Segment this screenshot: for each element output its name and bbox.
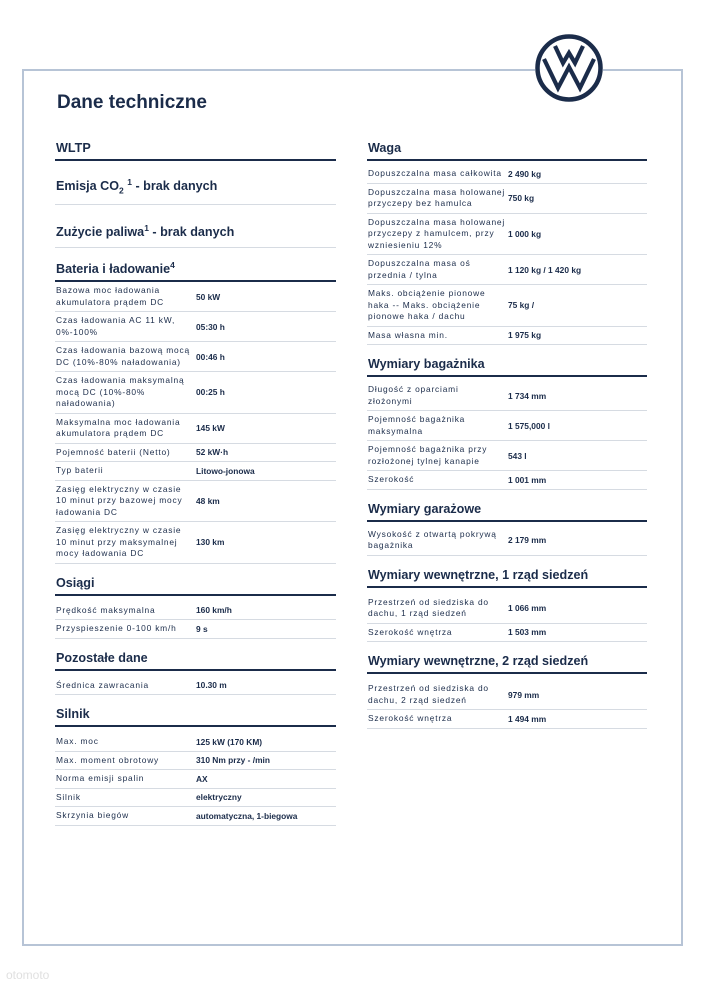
spec-value: 1 503 mm [508, 627, 547, 638]
spec-row [55, 789, 336, 808]
spec-row [367, 165, 647, 184]
spec-row [367, 285, 647, 327]
spec-label: Norma emisji spalin [56, 773, 145, 784]
spec-row [55, 372, 336, 414]
vw-logo-icon [535, 34, 603, 102]
spec-label: Max. moment obrotowy [56, 754, 160, 765]
engine-rows [55, 733, 336, 826]
section-title-interior-1: Wymiary wewnętrzne, 1 rząd siedzeń [367, 565, 647, 588]
spec-row [55, 602, 336, 621]
spec-value: 1 001 mm [508, 474, 547, 485]
spec-label: Czas ładowania AC 11 kW, 0%-100% [56, 315, 176, 337]
spec-value: AX [196, 773, 208, 784]
spec-value: 979 mm [508, 689, 540, 700]
section-title-interior-2: Wymiary wewnętrzne, 2 rząd siedzeń [367, 651, 647, 674]
section-title-engine: Silnik [55, 704, 336, 727]
spec-value: 00:25 h [196, 387, 225, 398]
spec-row [367, 411, 647, 441]
spec-label: Pojemność bagażnika przy rozłożonej tylnej kanapie [368, 444, 488, 466]
co2-value: - brak danych [131, 179, 218, 194]
spec-row [55, 444, 336, 463]
spec-value: 2 490 kg [508, 168, 542, 179]
spec-value: 1 975 kg [508, 330, 542, 341]
spec-value: 125 kW (170 KM) [196, 736, 263, 747]
spec-label: Długość z oparciami złożonymi [368, 384, 459, 406]
co2-line [55, 171, 336, 205]
spec-value: 160 km/h [196, 605, 232, 616]
spec-label: Zasięg elektryczny w czasie 10 minut przy bazowej mocy ładowania DC [56, 483, 183, 517]
interior-1-rows [367, 594, 647, 643]
spec-row [367, 327, 647, 346]
spec-value: 543 l [508, 450, 527, 461]
battery-title-footnote: 4 [170, 259, 175, 270]
spec-value: 52 kW·h [196, 447, 229, 458]
spec-label: Pojemność baterii (Netto) [56, 446, 171, 457]
spec-value: 130 km [196, 537, 225, 548]
section-title-trunk: Wymiary bagażnika [367, 354, 647, 377]
co2-footnote: 1 [127, 177, 132, 187]
spec-label: Szerokość wnętrza [368, 713, 453, 723]
spec-row [55, 522, 336, 564]
spec-label: Maksymalna moc ładowania akumulatora prądem DC [56, 416, 181, 439]
spec-value: 1 734 mm [508, 390, 547, 401]
spec-row [55, 752, 336, 771]
spec-row [367, 255, 647, 285]
spec-row [55, 481, 336, 523]
section-title-garage: Wymiary garażowe [367, 499, 647, 522]
spec-label: Max. moc [56, 736, 99, 747]
spec-row [55, 462, 336, 481]
spec-row [367, 680, 647, 710]
spec-value: 1 575,000 l [508, 420, 550, 431]
spec-row [55, 282, 336, 312]
spec-label: Szerokość wnętrza [368, 626, 453, 637]
spec-label: Prędkość maksymalna [56, 604, 156, 615]
co2-sub: 2 [119, 185, 124, 196]
right-column [367, 138, 647, 729]
spec-value: 1 000 kg [508, 228, 542, 239]
spec-label: Wysokość z otwartą pokrywą bagażnika [368, 528, 497, 550]
spec-row [55, 733, 336, 752]
garage-rows [367, 526, 647, 556]
spec-value: automatyczna, 1-biegowa [196, 810, 298, 821]
spec-label: Przestrzeń od siedziska do dachu, 2 rząd siedzeń [368, 683, 489, 705]
spec-row [55, 770, 336, 789]
spec-value: elektryczny [196, 792, 242, 803]
spec-row [367, 381, 647, 411]
spec-label: Masa własna min. [368, 329, 448, 340]
trunk-rows [367, 381, 647, 490]
spec-value: 145 kW [196, 423, 225, 434]
section-title-battery [55, 257, 336, 282]
weight-rows [367, 165, 647, 345]
spec-row [367, 441, 647, 471]
spec-label: Dopuszczalna masa holowanej przyczepy z hamulcem, przy wzniesieniu 12% [368, 216, 506, 250]
spec-label: Silnik [56, 791, 81, 802]
spec-value: 10.30 m [196, 680, 227, 691]
co2-label: Emisja CO [56, 179, 119, 194]
spec-row [367, 214, 647, 256]
spec-value: 1 066 mm [508, 603, 547, 613]
section-title-weight: Waga [367, 138, 647, 161]
page-title: Dane techniczne [57, 92, 207, 113]
spec-label: Przestrzeń od siedziska do dachu, 1 rząd siedzeń [368, 596, 489, 618]
spec-label: Zasięg elektryczny w czasie 10 minut przy maksymalnej mocy ładowania DC [56, 525, 182, 559]
spec-row [55, 807, 336, 826]
spec-value: 00:46 h [196, 351, 225, 362]
spec-label: Skrzynia biegów [56, 810, 129, 821]
spec-value: 1 494 mm [508, 713, 547, 724]
section-title-wltp: WLTP [55, 138, 336, 161]
spec-row [367, 594, 647, 624]
section-title-other: Pozostałe dane [55, 648, 336, 671]
spec-row [367, 710, 647, 729]
spec-value: 75 kg / [508, 300, 535, 311]
fuel-footnote: 1 [144, 222, 149, 233]
spec-label: Średnica zawracania [56, 679, 149, 690]
spec-row [55, 620, 336, 639]
spec-value: 9 s [196, 623, 208, 634]
spec-row [367, 471, 647, 490]
section-title-performance: Osiągi [55, 573, 336, 596]
spec-row [55, 312, 336, 342]
spec-row [55, 414, 336, 444]
fuel-line [55, 217, 336, 248]
spec-label: Maks. obciążenie pionowe haka -- Maks. obciążenie pionowe haka / dachu [368, 288, 486, 321]
spec-label: Czas ładowania maksymalną mocą DC (10%-80% naładowania) [56, 375, 185, 409]
spec-value: 50 kW [196, 291, 221, 302]
fuel-label: Zużycie paliwa [56, 224, 145, 239]
spec-row [55, 677, 336, 696]
battery-rows [55, 282, 336, 564]
spec-label: Szerokość [368, 474, 415, 484]
spec-row [55, 342, 336, 372]
spec-value: 2 179 mm [508, 535, 547, 545]
spec-value: 310 Nm przy - /min [196, 755, 271, 766]
left-column [55, 138, 336, 826]
spec-value: 750 kg [508, 193, 535, 203]
spec-row [367, 526, 647, 556]
spec-label: Pojemność bagażnika maksymalna [368, 414, 466, 436]
other-rows [55, 677, 336, 696]
watermark: otomoto [6, 968, 50, 982]
spec-label: Czas ładowania bazową mocą DC (10%-80% naładowania) [56, 345, 190, 367]
spec-value: Litowo-jonowa [196, 465, 255, 476]
battery-title-text: Bateria i ładowanie [56, 262, 171, 277]
spec-label: Bazowa moc ładowania akumulatora prądem DC [56, 285, 165, 307]
interior-2-rows [367, 680, 647, 729]
spec-label: Dopuszczalna masa całkowita [368, 168, 502, 178]
performance-rows [55, 602, 336, 639]
spec-label: Dopuszczalna masa oś przednia / tylna [368, 258, 471, 280]
spec-label: Typ baterii [56, 465, 104, 476]
fuel-value: - brak danych [148, 224, 235, 239]
spec-value: 1 120 kg / 1 420 kg [508, 264, 582, 275]
spec-row [367, 184, 647, 214]
spec-value: 05:30 h [196, 321, 225, 332]
spec-label: Przyspieszenie 0-100 km/h [56, 623, 177, 634]
spec-label: Dopuszczalna masa holowanej przyczepy bez hamulca [368, 186, 506, 208]
spec-value: 48 km [196, 495, 220, 506]
spec-row [367, 624, 647, 643]
